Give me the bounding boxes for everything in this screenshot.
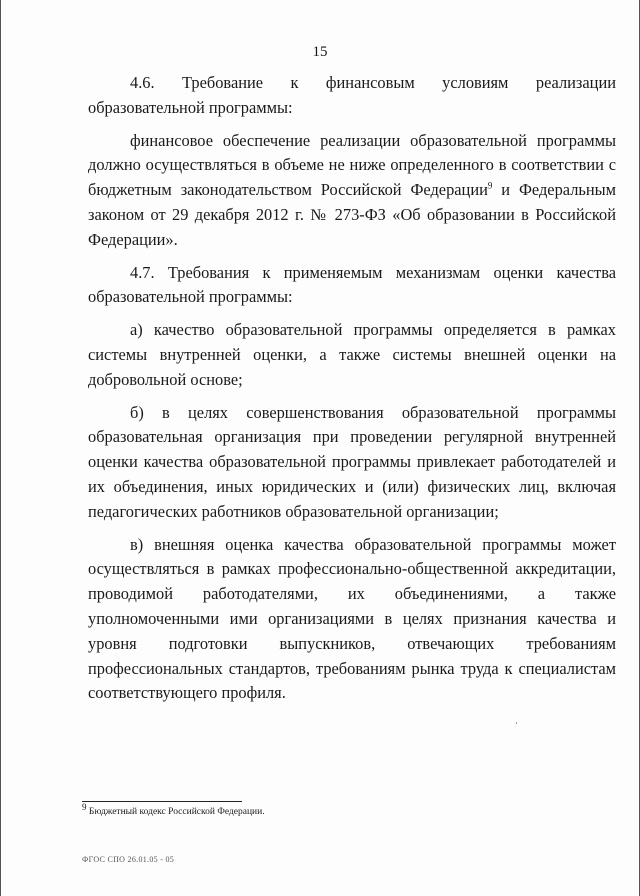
document-body	[88, 71, 616, 714]
paragraph-item-b: б) в целях совершенствования образовательной программы образовательная организация при проведении регулярной внутренней оценки качества образовательной программы привлекает работодателей и их объединения, иных юридических и (или) физических лиц, включая педагогических работников образовательной организации;	[88, 402, 616, 521]
paragraph-item-v: в) внешняя оценка качества образовательной программы может осуществляться в рамках профессионально-общественной аккредитации, проводимой работодателями, их объединениями, а также уполномоченными ими организациями в целях признания качества и уровня подготовки выпускников, отвечающих требованиям профессиональных стандартов, требованиям рынка труда к специалистам соответствующего профиля.	[88, 534, 616, 703]
document-code: ФГОС СПО 26.01.05 - 05	[82, 855, 175, 864]
footnote-ref[interactable]: 9	[487, 180, 493, 191]
page-number: 15	[312, 44, 328, 60]
footnote-separator	[82, 801, 242, 802]
paragraph-4-6-heading: 4.6. Требование к финансовым условиям реализации образовательной программы:	[88, 73, 616, 117]
paragraph-4-7-heading: 4.7. Требования к применяемым механизмам оценки качества образовательной программы:	[88, 262, 616, 307]
footnote-text: Бюджетный кодекс Российской Федерации.	[86, 807, 265, 818]
footnote	[82, 802, 265, 818]
footnote-marker: 9	[82, 802, 87, 812]
paragraph-financing: финансовое обеспечение реализации образовательной программы должно осуществляться в объеме не ниже определенного в соответствии с бюджетным законодательством Российской Федерации$^9$ и Федеральным законом от 29 декабря 2012 г. № 273-ФЗ «Об образовании в Российской Федерации».	[88, 130, 617, 249]
scan-speck	[516, 722, 517, 724]
paragraph-item-a: а) качество образовательной программы определяется в рамках системы внутренней оценки, а также системы внешней оценки на добровольной основе;	[88, 320, 616, 389]
